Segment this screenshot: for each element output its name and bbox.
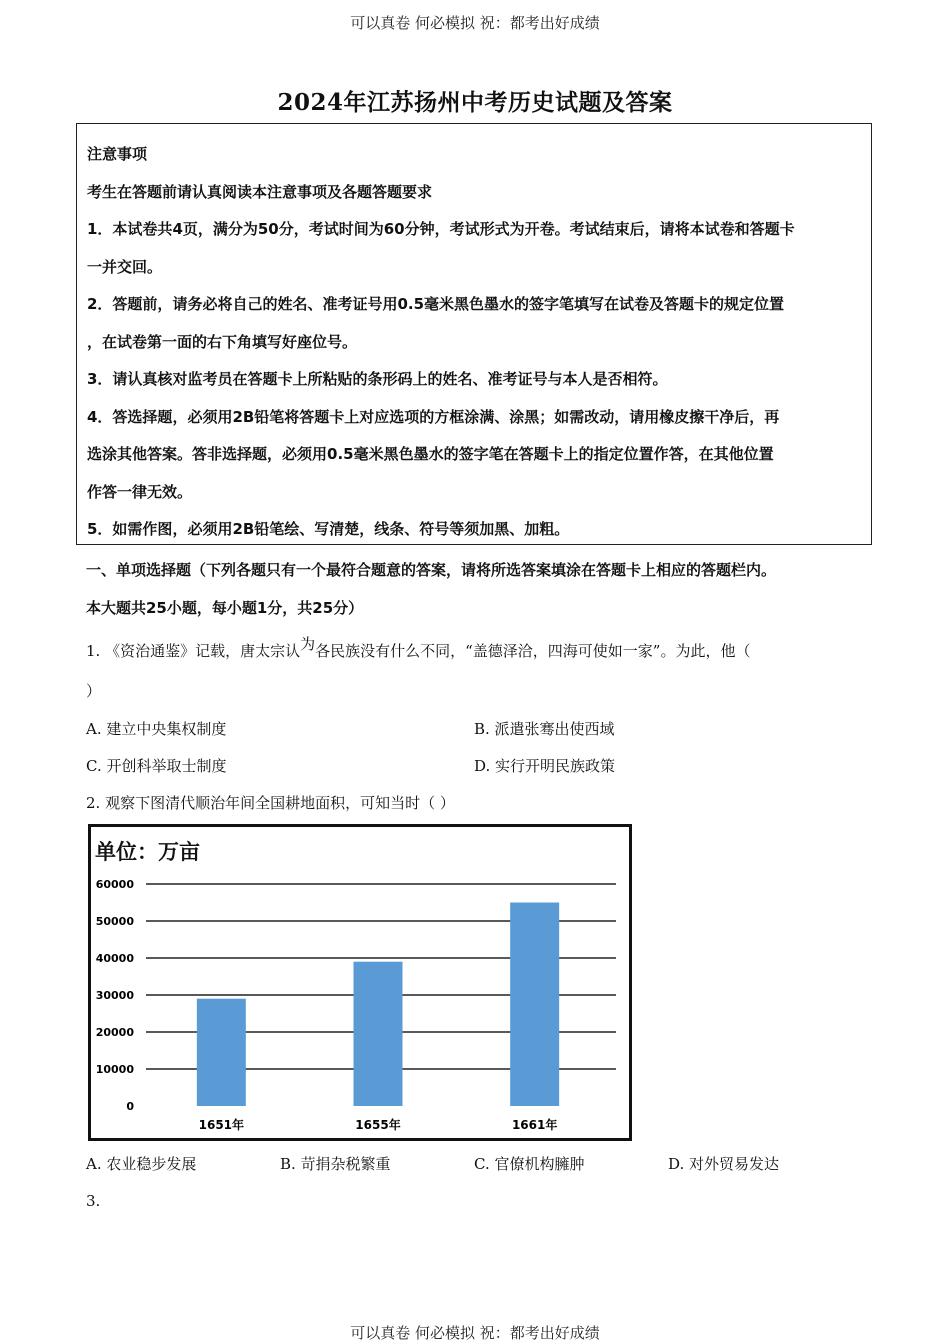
q1-option-b: B. 派遣张骞出使西域 [474, 720, 615, 738]
notice-box [76, 123, 872, 545]
notice-line: 2．答题前，请务必将自己的姓名、准考证号用0.5毫米黑色墨水的签字笔填写在试卷及答题卡的规定位置 [87, 295, 785, 313]
question-3-stem: 3. [86, 1192, 101, 1210]
notice-line: ，在试卷第一面的右下角填写好座位号。 [87, 332, 358, 351]
notice-line: 作答一律无效。 [87, 482, 193, 501]
section-line-1: 一、单项选择题（下列各题只有一个最符合题意的答案，请将所选答案填涂在答题卡上相应的答题栏内。 [86, 561, 777, 579]
section-heading [86, 552, 866, 627]
notice-line: 1．本试卷共4页，满分为50分，考试时间为60分钟，考试形式为开卷。考试结束后，请将本试卷和答题卡 [87, 220, 795, 238]
bar-1655年 [354, 962, 403, 1106]
y-tick-label: 30000 [95, 989, 134, 1002]
y-tick-label: 60000 [95, 878, 134, 891]
page-title: 2024年江苏扬州中考历史试题及答案 [277, 89, 673, 116]
farmland-bar-chart [88, 824, 632, 1141]
page-header: 可以真卷 何必模拟 祝：都考出好成绩 [350, 14, 600, 32]
q1-stem-d: ） [86, 682, 102, 700]
y-tick-label: 50000 [95, 915, 134, 928]
y-tick-label: 20000 [95, 1026, 134, 1039]
q1-stem-c: 各民族没有什么不同，“盖德泽洽，四海可使如一家”。为此，他（ [315, 642, 751, 660]
y-tick-label: 0 [126, 1100, 134, 1113]
q1-stem-b: 为 [300, 635, 316, 653]
question-1-stem [86, 635, 751, 661]
notice-intro: 考生在答题前请认真阅读本注意事项及各题答题要求 [87, 182, 433, 201]
q1-option-a: A. 建立中央集权制度 [86, 720, 227, 738]
page-footer: 可以真卷 何必模拟 祝：都考出好成绩 [350, 1324, 600, 1342]
q1-option-d: D. 实行开明民族政策 [474, 757, 616, 775]
section-line-2: 本大题共25小题，每小题1分，共25分） [86, 598, 364, 617]
notice-heading: 注意事项 [87, 145, 148, 163]
x-tick-label: 1661年 [511, 1118, 558, 1132]
question-2-stem: 2. 观察下图清代顺治年间全国耕地面积，可知当时（ ） [86, 794, 455, 812]
q2-option-b: B. 苛捐杂税繁重 [280, 1155, 391, 1173]
bar-1661年 [510, 903, 559, 1107]
notice-line: 一并交回。 [87, 257, 163, 276]
bar-1651年 [197, 999, 246, 1106]
q2-option-a: A. 农业稳步发展 [86, 1155, 197, 1173]
x-tick-label: 1655年 [355, 1118, 401, 1132]
chart-title: 单位：万亩 [95, 840, 200, 864]
q1-stem-a: 1. 《资治通鉴》记载，唐太宗认 [86, 642, 301, 660]
x-tick-label: 1651年 [198, 1118, 245, 1132]
y-tick-label: 40000 [95, 952, 134, 965]
q1-option-c: C. 开创科举取士制度 [86, 757, 227, 775]
notice-line: 4．答选择题，必须用2B铅笔将答题卡上对应选项的方框涂满、涂黑；如需改动，请用橡皮擦干净后，再 [87, 407, 780, 426]
notice-line: 3．请认真核对监考员在答题卡上所粘贴的条形码上的姓名、准考证号与本人是否相符。 [87, 370, 668, 388]
q2-option-c: C. 官僚机构臃肿 [474, 1155, 585, 1173]
y-tick-label: 10000 [95, 1063, 134, 1076]
notice-line: 选涂其他答案。答非选择题，必须用0.5毫米黑色墨水的签字笔在答题卡上的指定位置作答，在其他位置 [87, 445, 774, 463]
notice-line: 5．如需作图，必须用2B铅笔绘、写清楚，线条、符号等须加黑、加粗。 [87, 520, 570, 538]
q2-option-d: D. 对外贸易发达 [668, 1155, 780, 1173]
